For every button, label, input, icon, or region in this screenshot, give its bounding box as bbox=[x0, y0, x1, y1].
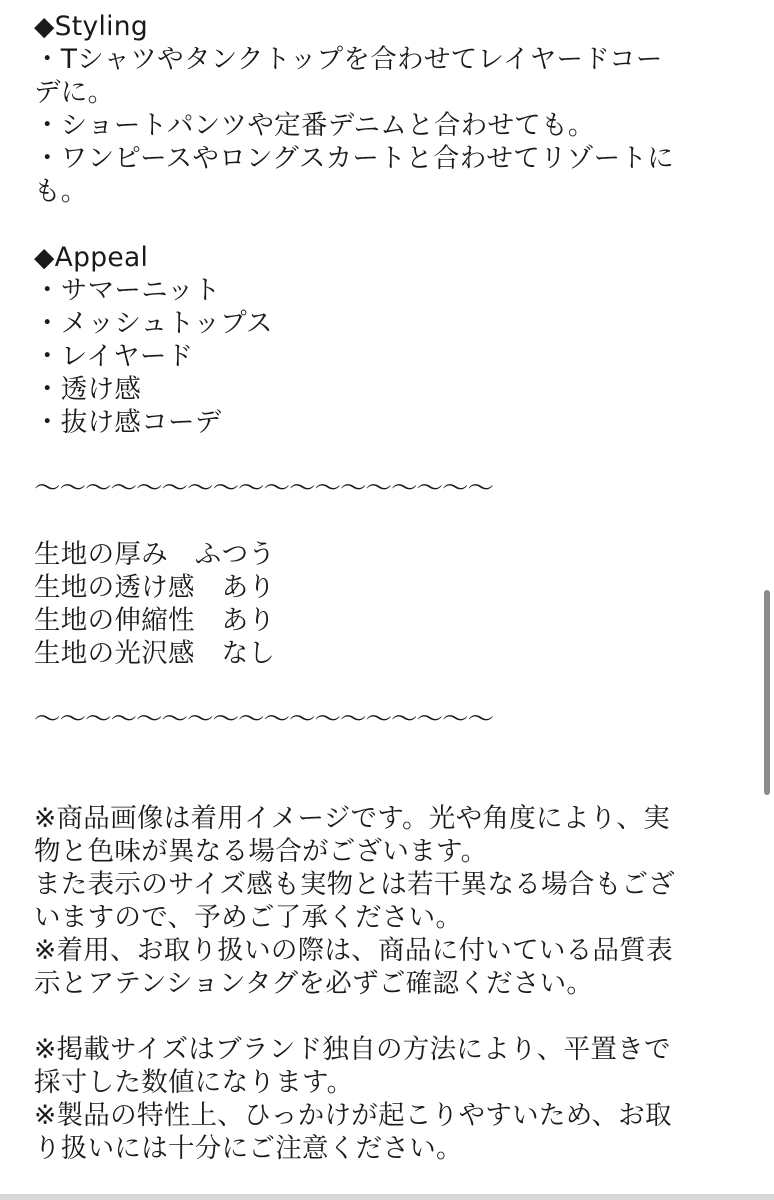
spacer bbox=[34, 670, 734, 703]
note-line: いますので、予めご了承ください。 bbox=[34, 902, 463, 933]
styling-line: デに。 bbox=[34, 77, 115, 108]
tilde-divider: 〜〜〜〜〜〜〜〜〜〜〜〜〜〜〜〜〜〜 bbox=[34, 704, 493, 735]
note-line: 示とアテンションタグを必ずご確認ください。 bbox=[34, 968, 594, 999]
styling-heading: ◆Styling bbox=[34, 11, 149, 42]
spacer bbox=[34, 1000, 734, 1033]
spacer bbox=[34, 439, 734, 472]
appeal-heading: ◆Appeal bbox=[34, 242, 149, 273]
note-line: ※着用、お取り扱いの際は、商品に付いている品質表 bbox=[34, 935, 673, 966]
note-line: ※商品画像は着用イメージです。光や角度により、実 bbox=[34, 803, 670, 834]
styling-line: ・ワンピースやロングスカートと合わせてリゾートに bbox=[34, 143, 675, 174]
appeal-item: ・サマーニット bbox=[34, 275, 221, 306]
appeal-item: ・抜け感コーデ bbox=[34, 407, 222, 438]
appeal-item: ・レイヤード bbox=[34, 341, 194, 372]
note-line: り扱いには十分にご注意ください。 bbox=[34, 1133, 463, 1164]
note-line: 物と色味が異なる場合がございます。 bbox=[34, 836, 488, 867]
tilde-divider: 〜〜〜〜〜〜〜〜〜〜〜〜〜〜〜〜〜〜 bbox=[34, 473, 493, 504]
note-line: ※掲載サイズはブランド独自の方法により、平置きで bbox=[34, 1034, 671, 1065]
spacer bbox=[34, 208, 734, 241]
spacer bbox=[34, 505, 734, 538]
spacer bbox=[34, 736, 734, 769]
styling-line: ・ショートパンツや定番デニムと合わせても。 bbox=[34, 110, 595, 141]
spacer bbox=[34, 769, 734, 802]
fabric-spec-row: 生地の厚み ふつう bbox=[34, 539, 276, 570]
bottom-divider bbox=[0, 1194, 774, 1200]
vertical-scrollbar[interactable] bbox=[764, 590, 770, 795]
fabric-spec-row: 生地の伸縮性 あり bbox=[34, 605, 276, 636]
fabric-spec-row: 生地の透け感 あり bbox=[34, 572, 276, 603]
styling-line: も。 bbox=[34, 176, 88, 207]
note-line: ※製品の特性上、ひっかけが起こりやすいため、お取 bbox=[34, 1100, 672, 1131]
note-line: 採寸した数値になります。 bbox=[34, 1067, 354, 1098]
appeal-item: ・メッシュトップス bbox=[34, 308, 273, 339]
styling-line: ・Tシャツやタンクトップを合わせてレイヤードコー bbox=[34, 44, 663, 75]
description-text bbox=[34, 10, 734, 1165]
fabric-spec-row: 生地の光沢感 なし bbox=[34, 638, 276, 669]
note-line: また表示のサイズ感も実物とは若干異なる場合もござ bbox=[34, 869, 676, 900]
appeal-item: ・透け感 bbox=[34, 374, 142, 405]
